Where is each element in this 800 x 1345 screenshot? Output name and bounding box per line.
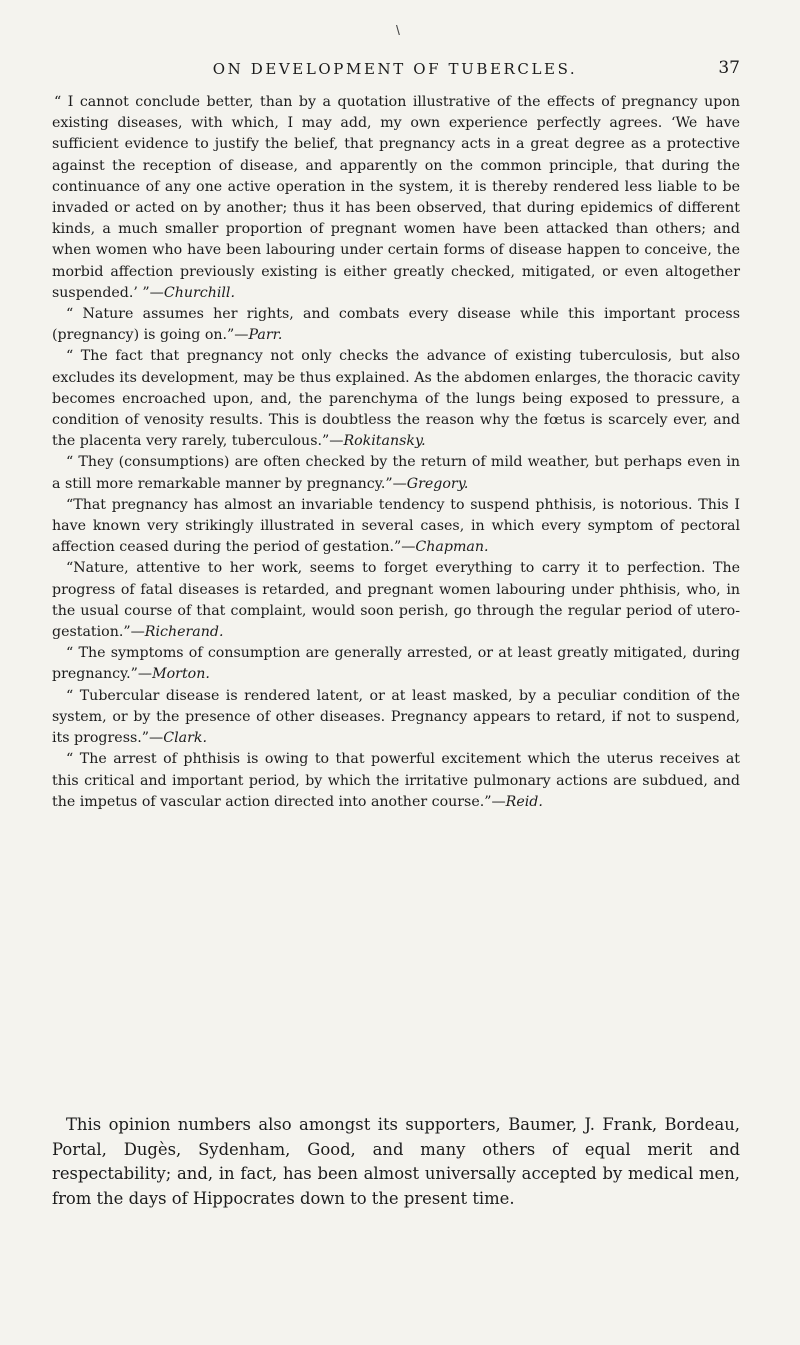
quote-source: Reid. [505,793,543,810]
quote-source: Richerand. [144,624,224,641]
page-number: 37 [718,58,740,78]
quote-source: Churchill. [163,284,235,301]
quote-text: “ I cannot conclude better, than by a quotation illustrative of the effects of pregnancy upon existing diseases, with which, I may add, my own experience perfectly agrees. ‘We have sufficient evidence to justify the belief, that pregnancy acts in a great degree as a protective against the reception of disease, and apparently on the common principle, that during the continuance of any one active operation in the system, it is thereby rendered less liable to be invaded or acted on by another; thus it has been observed, that during epidemics of different kinds, a much smaller proportion of pregnant women have been attacked than others; and when women who have been labouring under certain forms of disease happen to conceive, the morbid affection previously existing is either greatly checked, mitigated, or even altogether suspended.’ ”— [52,94,740,301]
quote-source: Chapman. [415,539,489,556]
quote-source: Clark. [163,730,207,747]
quote-text: “ They (consumptions) are often checked by the return of mild weather, but perhaps even in a still more remarkable manner by pregnancy.”— [52,454,740,492]
quote-text: “ The arrest of phthisis is owing to that powerful excitement which the uterus receives at this critical and important period, by which the irritative pulmonary actions are subdued, and the impetus of vascular action directed into another course.”— [52,751,740,810]
quote-reid [52,749,740,813]
running-head: ON DEVELOPMENT OF TUBERCLES. [212,60,578,78]
quote-morton [52,643,740,685]
quote-rokitansky [52,346,740,452]
quote-chapman [52,495,740,559]
quote-text: “ The fact that pregnancy not only checks the advance of existing tuberculosis, but also excludes its development, may be thus explained. As the abdomen enlarges, the thoracic cavity becomes encroached upon, and, the parenchyma of the lungs being exposed to pressure, a condition of venosity results. This is doubtless the reason why the fœtus is scarcely ever, and the placenta very rarely, tuberculous.”— [52,348,740,450]
quote-richerand [52,558,740,643]
quote-parr [52,304,740,346]
quote-source: Morton. [152,666,210,683]
quote-source: Parr. [248,327,283,344]
closing-paragraph: This opinion numbers also amongst its supporters, Baumer, J. Frank, Bordeau, Portal, Dugès, Sydenham, Good, and many others of equal merit and respectability; and, in fact, has been almost universally accepted by medical men, from the days of Hippocrates down to the present time. [52,1115,740,1208]
quote-text: “Nature, attentive to her work, seems to forget everything to carry it to perfection. The progress of fatal diseases is retarded, and pregnant women labouring under phthisis, who, in the usual course of that complaint, would soon perish, go through the regular period of utero-gestation.”— [52,560,740,641]
quote-text: “That pregnancy has almost an invariable tendency to suspend phthisis, is notorious. This I have known very strikingly illustrated in several cases, in which every symptom of pectoral affection ceased during the period of gestation.”— [52,496,740,556]
quote-source: Rokitansky. [343,433,426,450]
margin-mark: \ [396,22,400,38]
quote-text: “ Tubercular disease is rendered latent, or at least masked, by a peculiar condition of the system, or by the presence of other diseases. Pregnancy appears to retard, if not to suspend, its progress.”— [52,687,740,747]
quote-text: “ The symptoms of consumption are generally arrested, or at least greatly mitigated, during pregnancy.”— [52,645,740,683]
quote-gregory [52,452,740,494]
quote-text: “ Nature assumes her rights, and combats every disease while this important process (pregnancy) is going on.”— [52,306,740,344]
quote-clark [52,686,740,750]
quote-source: Gregory. [406,475,469,492]
quotation-block [52,92,740,813]
quote-churchill [52,92,740,304]
